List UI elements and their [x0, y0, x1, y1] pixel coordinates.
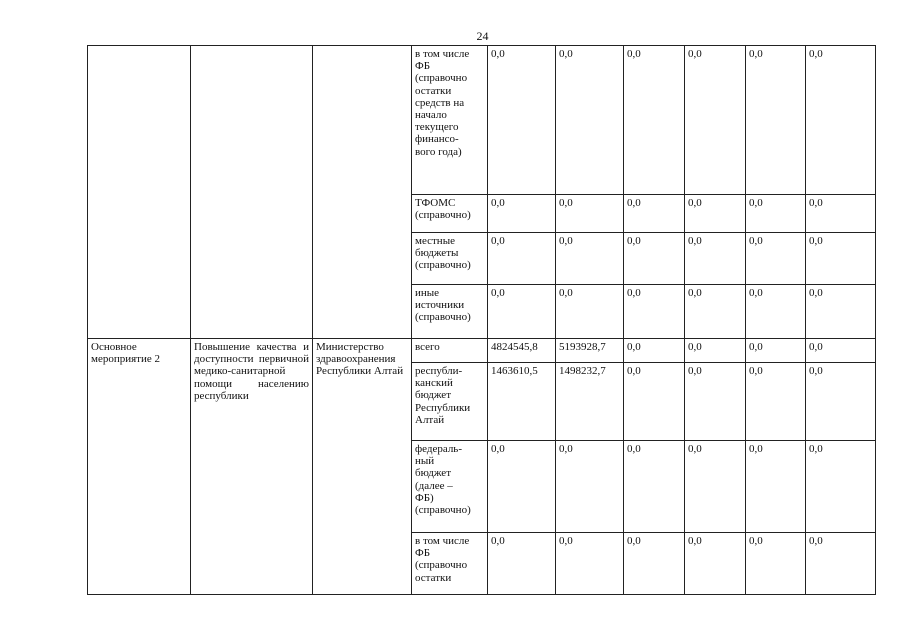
value-cell: 0,0 — [488, 441, 556, 533]
funding-source-cell: федераль- ный бюджет (далее – ФБ) (справочно) — [412, 441, 488, 533]
value-cell: 4824545,8 — [488, 339, 556, 363]
blank-cell — [313, 46, 412, 339]
value-cell: 0,0 — [624, 441, 685, 533]
value-cell: 0,0 — [488, 233, 556, 285]
value-cell: 0,0 — [746, 46, 806, 195]
event-goal-cell: Повышение качества и доступности первичной медико-санитарной помощи населению республики — [191, 339, 313, 595]
budget-table — [87, 45, 876, 595]
value-cell: 0,0 — [806, 441, 876, 533]
value-cell: 0,0 — [806, 339, 876, 363]
funding-source-cell: всего — [412, 339, 488, 363]
value-cell: 0,0 — [685, 363, 746, 441]
value-cell: 0,0 — [746, 533, 806, 595]
value-cell: 0,0 — [685, 285, 746, 339]
table-row — [88, 46, 876, 195]
value-cell: 0,0 — [488, 46, 556, 195]
value-cell: 0,0 — [685, 339, 746, 363]
funding-source-cell: в том числе ФБ (справочно остатки — [412, 533, 488, 595]
blank-cell — [88, 46, 191, 339]
value-cell: 0,0 — [624, 46, 685, 195]
executor-cell: Министерство здравоохранения Республики Алтай — [313, 339, 412, 595]
value-cell: 0,0 — [685, 533, 746, 595]
value-cell: 0,0 — [556, 233, 624, 285]
value-cell: 0,0 — [806, 233, 876, 285]
value-cell: 0,0 — [806, 195, 876, 233]
value-cell: 0,0 — [806, 46, 876, 195]
value-cell: 0,0 — [746, 363, 806, 441]
value-cell: 0,0 — [746, 195, 806, 233]
blank-cell — [191, 46, 313, 339]
value-cell: 0,0 — [488, 195, 556, 233]
funding-source-cell: местные бюджеты (справочно) — [412, 233, 488, 285]
value-cell: 0,0 — [806, 363, 876, 441]
value-cell: 0,0 — [556, 46, 624, 195]
funding-source-cell: в том числе ФБ (справочно остатки средств на начало текущего финансо- вого года) — [412, 46, 488, 195]
value-cell: 1463610,5 — [488, 363, 556, 441]
value-cell: 0,0 — [624, 195, 685, 233]
value-cell: 0,0 — [556, 441, 624, 533]
value-cell: 0,0 — [806, 285, 876, 339]
value-cell: 0,0 — [624, 285, 685, 339]
value-cell: 0,0 — [685, 195, 746, 233]
value-cell: 0,0 — [806, 533, 876, 595]
value-cell: 0,0 — [685, 233, 746, 285]
value-cell: 0,0 — [685, 46, 746, 195]
value-cell: 0,0 — [624, 363, 685, 441]
value-cell: 0,0 — [624, 233, 685, 285]
funding-source-cell: иные источники (справочно) — [412, 285, 488, 339]
value-cell: 0,0 — [746, 339, 806, 363]
value-cell: 1498232,7 — [556, 363, 624, 441]
table-row — [88, 339, 876, 363]
value-cell: 0,0 — [556, 285, 624, 339]
value-cell: 0,0 — [488, 285, 556, 339]
value-cell: 0,0 — [488, 533, 556, 595]
value-cell: 0,0 — [624, 533, 685, 595]
event-name-cell: Основное мероприятие 2 — [88, 339, 191, 595]
value-cell: 0,0 — [556, 533, 624, 595]
page-number: 24 — [476, 29, 489, 43]
value-cell: 0,0 — [746, 441, 806, 533]
funding-source-cell: республи- канский бюджет Республики Алтай — [412, 363, 488, 441]
value-cell: 0,0 — [556, 195, 624, 233]
funding-source-cell: ТФОМС (справочно) — [412, 195, 488, 233]
value-cell: 0,0 — [685, 441, 746, 533]
value-cell: 0,0 — [746, 233, 806, 285]
value-cell: 0,0 — [624, 339, 685, 363]
value-cell: 0,0 — [746, 285, 806, 339]
value-cell: 5193928,7 — [556, 339, 624, 363]
